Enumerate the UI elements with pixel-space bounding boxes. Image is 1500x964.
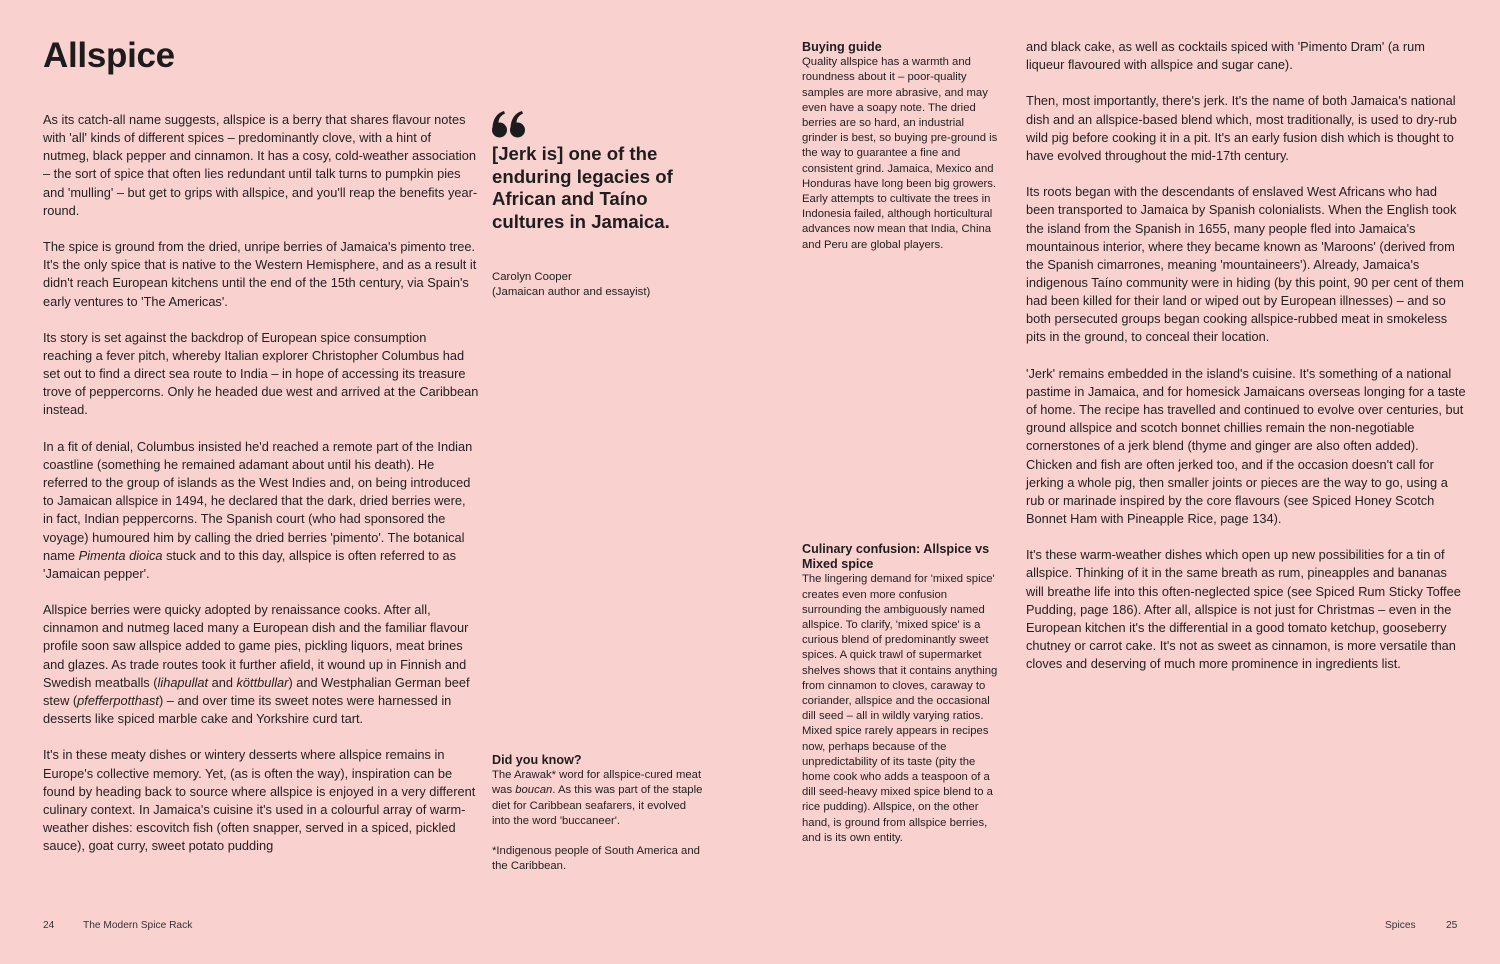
- book-title: The Modern Spice Rack: [83, 920, 193, 931]
- paragraph: Its story is set against the backdrop of European spice consumption reaching a fever pitch, whereby Italian explorer Christopher Columbus had set out to find a direct sea route to India – in hope of accessing its treasure trove of peppercorns. Only he headed due west and arrived at the Caribbean instead.: [43, 329, 479, 418]
- botanical-name: Pimenta dioica: [78, 547, 163, 563]
- paragraph: As its catch-all name suggests, allspice is a berry that shares flavour notes with 'all' kinds of different spices – predominantly clove, with a hint of nutmeg, black pepper and cinnamon. It has a cosy, cold-weather association – the sort of spice that often lies redundant until talk turns to pumpkin pies and 'mulling' – but get to grips with allspice, and you'll reap the benefits year-round.: [43, 112, 478, 218]
- quote-author-description: (Jamaican author and essayist): [492, 286, 651, 299]
- text-run: In a fit of denial, Columbus insisted he'd reached a remote part of the Indian coastline (something he remained adamant about until his death). He referred to the group of islands as the West Indies and, on being introduced to Jamaican allspice in 1494, he declared that the dark, dried berries were, in fact, Indian peppercorns. The Spanish court (who had sponsored the voyage) humoured him by calling the dried berries 'pimento'. The botanical name: [43, 438, 473, 563]
- text-run: and: [208, 674, 237, 690]
- paragraph: Its roots began with the descendants of enslaved West Africans who had been transported to Jamaica by Spanish colonialists. When the English took the island from the Spanish in 1655, many people fled into Jamaica's mountainous interior, where they became known as 'Maroons' (derived from the Spanish cimarrones, meaning 'mountaineers'). Already, Jamaica's indigenous Taíno community were in hiding (by this point, 90 per cent of them had been killed for their land or wiped out by European illnesses) – and so both persecuted groups began cooking allspice-rubbed meat in smokeless pits in the ground, to conceal their location.: [1026, 184, 1464, 345]
- did-you-know-body: [492, 768, 704, 829]
- text-run: Allspice berries were quicky adopted by renaissance cooks. After all, cinnamon and nutmeg laced many a European dish and the familiar flavour profile soon saw allspice added to game pies, pickling liquors, meat brines and glazes. As trade routes took it further afield, it wound up in Finnish and Swedish meatballs (: [43, 602, 469, 690]
- paragraph: and black cake, as well as cocktails spiced with 'Pimento Dram' (a rum liqueur flavoured with allspice and sugar cane).: [1026, 39, 1425, 73]
- paragraph: The spice is ground from the dried, unripe berries of Jamaica's pimento tree. It's the only spice that is native to the Western Hemisphere, and as a result it didn't reach European kitchens until the end of the 15th century, via Spain's early ventures to 'The Americas'.: [43, 239, 477, 309]
- main-column: [43, 111, 479, 873]
- text-run: stuck and to this day, allspice is often referred to as 'Jamaican pepper'.: [43, 547, 457, 581]
- paragraph: 'Jerk' remains embedded in the island's cuisine. It's something of a national pastime in Jamaica, and for homesick Jamaicans overseas longing for a taste of home. The recipe has travelled and continued to evolve over centuries, but ground allspice and scotch bonnet chillies remain the non-negotiable cornerstones of a jerk blend (thyme and ginger are also often added). Chicken and fish are often jerked too, and if the occasion doesn't call for jerking a whole pig, then smaller joints or pieces are the way to go, using a rub or marinade inspired by the core flavours (see Spiced Honey Scotch Bonnet Ham with Pineapple Rice, page 134).: [1026, 365, 1466, 527]
- page-title: Allspice: [43, 36, 175, 75]
- paragraph: It's in these meaty dishes or wintery desserts where allspice remains in Europe's collective memory. Yet, (as is often the way), inspiration can be found by heading back to source where allspice is enjoyed in a very different culinary context. In Jamaica's cuisine it's used in a colourful array of warm-weather dishes: escovitch fish (often snapper, served in a spiced, pickled sauce), goat curry, sweet potato pudding: [43, 747, 476, 854]
- quote-mark-icon: [491, 110, 527, 140]
- paragraph: [43, 601, 479, 728]
- did-you-know-box: [492, 753, 704, 875]
- page-number-right: 25: [1446, 920, 1458, 931]
- section-name: Spices: [1385, 920, 1416, 931]
- quote-attribution: [492, 270, 712, 300]
- culinary-confusion-heading: Culinary confusion: Allspice vs Mixed spice: [802, 542, 990, 572]
- page-number-left: 24: [43, 920, 55, 931]
- culinary-confusion-box: [802, 542, 1000, 846]
- buying-guide-body: Quality allspice has a warmth and roundness about it – poor-quality samples are more abrasive, and may even have a soapy note. The dried berries are so hard, an industrial grinder is best, so buying pre-ground is the way to guarantee a fine and consistent grind. Jamaica, Mexico and Honduras have long been big growers. Early attempts to cultivate the trees in Indonesia failed, although horticultural advances now mean that India, China and Peru are global players.: [802, 56, 998, 251]
- paragraph: It's these warm-weather dishes which open up new possibilities for a tin of allspice. Thinking of it in the same breath as rum, pineapples and bananas will breathe life into this often-neglected spice (see Spiced Rum Sticky Toffee Pudding, page 186). After all, allspice is not just for Christmas – even in the European kitchen it's the differential in a good tomato ketchup, gooseberry chutney or carrot cake. It's not as sweet as cinnamon, is more versatile than cloves and deserving of much more prominence in ingredients list.: [1026, 547, 1461, 672]
- paragraph: [43, 438, 479, 583]
- culinary-confusion-body: The lingering demand for 'mixed spice' creates even more confusion surrounding the ambiguously named allspice. To clarify, 'mixed spice' is a curious blend of predominantly sweet spices. A quick trawl of supermarket shelves shows that it contains anything from cinnamon to cloves, caraway to coriander, allspice and the occasional dill seed – all in wildly varying ratios. Mixed spice rarely appears in recipes now, perhaps because of the unpredictability of its taste (pity the home cook who adds a teaspoon of a dill seed-heavy mixed spice blend to a rice pudding). Allspice, on the other hand, is ground from allspice berries, and is its own entity.: [802, 573, 998, 844]
- quote-author-name: Carolyn Cooper: [492, 271, 572, 283]
- pull-quote: [Jerk is] one of the enduring legacies of African and Taíno cultures in Jamaica.: [492, 143, 673, 233]
- text-run: ) – and over time its sweet notes were harnessed in desserts like spiced marble cake and Yorkshire curd tart.: [43, 692, 452, 727]
- text-run: The Arawak* word for allspice-cured meat was: [492, 769, 702, 797]
- text-run: ) and Westphalian German beef stew (: [43, 674, 470, 708]
- buying-guide-heading: Buying guide: [802, 40, 882, 54]
- buying-guide-box: [802, 40, 1000, 253]
- footnote: *Indigenous people of South America and the Caribbean.: [492, 845, 700, 873]
- text-run: . As this was part of the staple diet for Caribbean seafarers, it evolved into the word 'buccaneer'.: [492, 784, 703, 827]
- right-column: [1026, 38, 1466, 692]
- italic-term: köttbullar: [236, 674, 289, 690]
- paragraph: Then, most importantly, there's jerk. It's the name of both Jamaica's national dish and an allspice-based blend which, most traditionally, is used to dry-rub wild pig before cooking it in a pit. It's an early fusion dish which is thought to have evolved throughout the mid-17th century.: [1026, 93, 1457, 163]
- italic-term: boucan: [515, 784, 553, 797]
- italic-term: pfefferpotthast: [77, 692, 159, 708]
- did-you-know-heading: Did you know?: [492, 753, 582, 767]
- italic-term: lihapullat: [157, 674, 209, 690]
